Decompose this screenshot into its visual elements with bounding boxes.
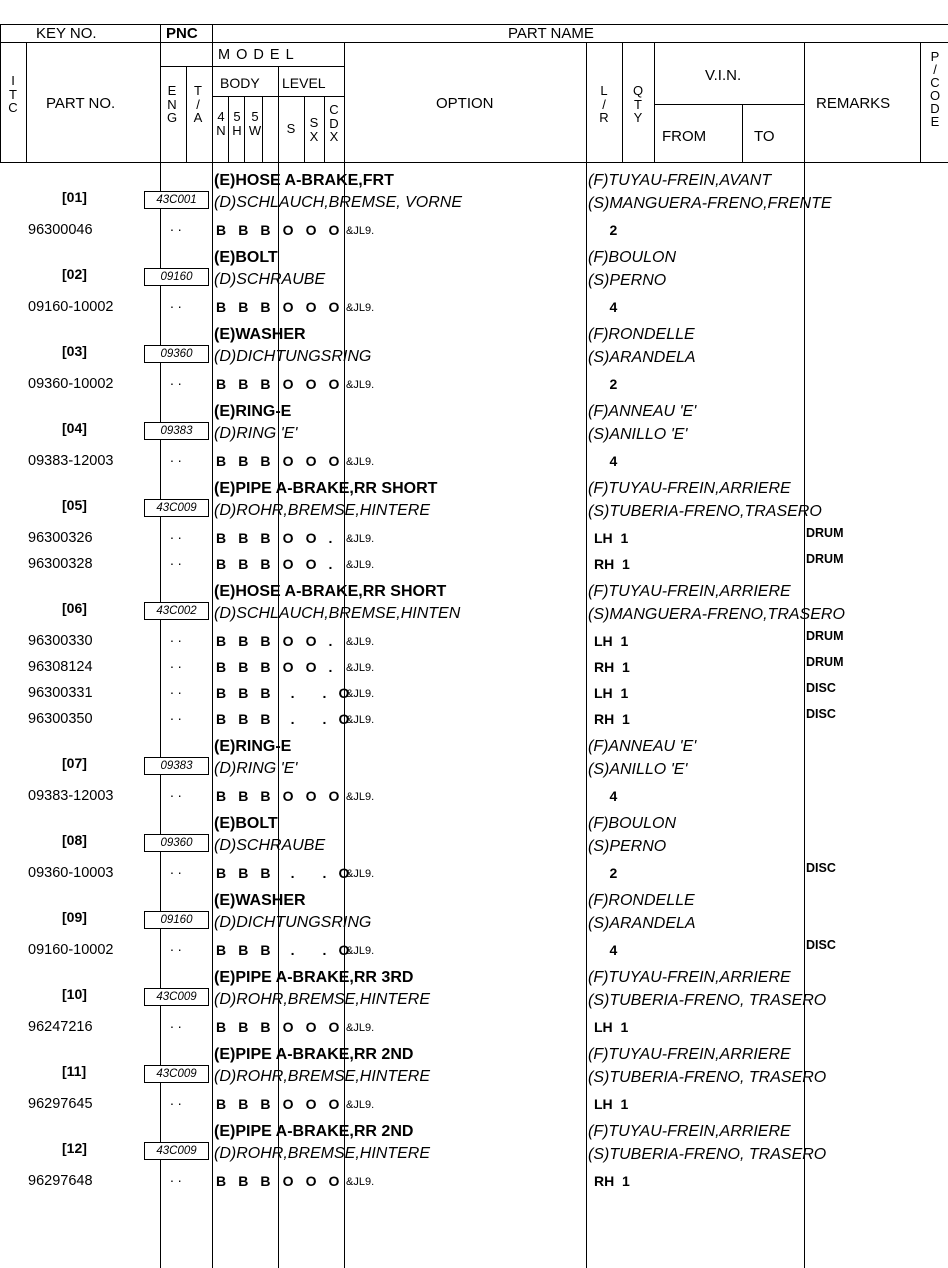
lr-qty: 2 [594,376,618,392]
key-number: [11] [62,1063,87,1079]
part-number[interactable]: 09160-10002 [28,942,114,958]
pnc-code: 09360 [144,834,209,852]
part-name-spanish: (S)TUBERIA-FRENO, TRASERO [588,1069,827,1086]
option-code: &JL9. [346,714,375,726]
part-name-spanish: (S)MANGUERA-FRENO,FRENTE [588,195,832,212]
part-name-french: (F)BOULON [588,815,676,832]
model-applicability: B B B O O . [216,659,337,675]
part-number[interactable]: 96247216 [28,1019,93,1035]
part-name-french: (F)ANNEAU 'E' [588,403,697,420]
header-level: LEVEL [282,75,326,91]
eng-ta-dots: . . [170,449,182,465]
header-pcode: P / C O D E [929,49,941,129]
part-name-german: (D)RING 'E' [214,760,298,777]
header-vin: V.I.N. [705,67,742,84]
lr-qty: LH 1 [594,685,629,701]
part-number[interactable]: 09383-12003 [28,788,114,804]
model-applicability: B B B O O O [216,1096,344,1112]
part-name-german: (D)ROHR,BREMSE,HINTERE [214,1145,431,1162]
part-name-spanish: (S)ANILLO 'E' [588,761,688,778]
option-code: &JL9. [346,1176,375,1188]
part-name-german: (D)DICHTUNGSRING [214,914,372,931]
part-name-french: (F)TUYAU-FREIN,ARRIERE [588,480,791,497]
eng-ta-dots: . . [170,681,182,697]
pnc-code: 43C009 [144,499,209,517]
key-number: [09] [62,909,87,925]
pnc-code: 09160 [144,268,209,286]
eng-ta-dots: . . [170,526,182,542]
part-number[interactable]: 96297648 [28,1173,93,1189]
eng-ta-dots: . . [170,218,182,234]
part-name-french: (F)TUYAU-FREIN,ARRIERE [588,969,791,986]
header-key-no: KEY NO. [36,25,97,42]
remarks: DISC [806,861,836,875]
header-eng: E N G [166,83,178,125]
part-name-german: (D)ROHR,BREMSE,HINTERE [214,991,431,1008]
key-number: [02] [62,266,87,282]
eng-ta-dots: . . [170,1169,182,1185]
header-itc: I T C [8,73,18,115]
key-number: [06] [62,600,87,616]
lr-qty: LH 1 [594,1096,629,1112]
eng-ta-dots: . . [170,1015,182,1031]
part-number[interactable]: 96308124 [28,659,93,675]
header-lr: L / R [599,83,609,125]
part-name-german: (D)SCHRAUBE [214,837,326,854]
part-name-french: (F)ANNEAU 'E' [588,738,697,755]
part-name-french: (F)RONDELLE [588,326,695,343]
part-name-french: (F)TUYAU-FREIN,ARRIERE [588,583,791,600]
eng-ta-dots: . . [170,629,182,645]
header-level-cdx: C D X [329,102,339,144]
part-name-german: (D)DICHTUNGSRING [214,348,372,365]
model-applicability: B B B . . O [216,865,354,881]
eng-ta-dots: . . [170,552,182,568]
part-name-english: (E)HOSE A-BRAKE,FRT [214,172,394,189]
model-applicability: B B B O O O [216,1173,344,1189]
lr-qty: LH 1 [594,1019,629,1035]
remarks: DISC [806,707,836,721]
part-name-french: (F)TUYAU-FREIN,ARRIERE [588,1123,791,1140]
part-name-spanish: (S)PERNO [588,272,667,289]
part-name-french: (F)RONDELLE [588,892,695,909]
option-code: &JL9. [346,688,375,700]
part-name-german: (D)ROHR,BREMSE,HINTERE [214,502,431,519]
option-code: &JL9. [346,559,375,571]
part-name-english: (E)RING-E [214,403,292,420]
option-code: &JL9. [346,533,375,545]
pnc-code: 43C002 [144,602,209,620]
header-option: OPTION [436,95,494,112]
part-number[interactable]: 96300331 [28,685,93,701]
part-name-english: (E)PIPE A-BRAKE,RR 2ND [214,1123,414,1140]
header-model: M O D E L [218,47,295,63]
header-part-name: PART NAME [508,25,594,42]
key-number: [03] [62,343,87,359]
model-applicability: B B B O O . [216,530,337,546]
pnc-code: 09383 [144,757,209,775]
model-applicability: B B B . . O [216,942,354,958]
key-number: [10] [62,986,87,1002]
lr-qty: 4 [594,942,618,958]
pnc-code: 43C009 [144,988,209,1006]
option-code: &JL9. [346,791,375,803]
remarks: DISC [806,938,836,952]
pnc-code: 09383 [144,422,209,440]
model-applicability: B B B O O O [216,453,344,469]
part-name-english: (E)PIPE A-BRAKE,RR 2ND [214,1046,414,1063]
lr-qty: LH 1 [594,633,629,649]
part-number[interactable]: 09360-10003 [28,865,114,881]
part-name-english: (E)PIPE A-BRAKE,RR 3RD [214,969,414,986]
part-name-english: (E)WASHER [214,326,306,343]
part-name-english: (E)HOSE A-BRAKE,RR SHORT [214,583,447,600]
part-name-spanish: (S)ARANDELA [588,915,696,932]
part-number[interactable]: 96300046 [28,222,93,238]
part-number[interactable]: 96300328 [28,556,93,572]
remarks: DRUM [806,552,844,566]
part-number[interactable]: 09360-10002 [28,376,114,392]
lr-qty: RH 1 [594,1173,630,1189]
remarks: DRUM [806,629,844,643]
pnc-code: 09360 [144,345,209,363]
model-applicability: B B B O O O [216,222,344,238]
header-vin-to: TO [754,128,775,145]
eng-ta-dots: . . [170,372,182,388]
part-name-english: (E)PIPE A-BRAKE,RR SHORT [214,480,438,497]
part-name-french: (F)TUYAU-FREIN,AVANT [588,172,772,189]
option-code: &JL9. [346,302,375,314]
key-number: [08] [62,832,87,848]
part-name-german: (D)ROHR,BREMSE,HINTERE [214,1068,431,1085]
eng-ta-dots: . . [170,938,182,954]
eng-ta-dots: . . [170,861,182,877]
key-number: [12] [62,1140,87,1156]
part-name-french: (F)BOULON [588,249,676,266]
lr-qty: RH 1 [594,659,630,675]
pnc-code: 43C009 [144,1065,209,1083]
part-name-english: (E)RING-E [214,738,292,755]
part-name-spanish: (S)PERNO [588,838,667,855]
part-name-english: (E)BOLT [214,815,278,832]
option-code: &JL9. [346,636,375,648]
eng-ta-dots: . . [170,1092,182,1108]
option-code: &JL9. [346,1022,375,1034]
model-applicability: B B B O O O [216,1019,344,1035]
key-number: [01] [62,189,87,205]
key-number: [05] [62,497,87,513]
part-number[interactable]: 96297645 [28,1096,93,1112]
eng-ta-dots: . . [170,707,182,723]
pnc-code: 43C001 [144,191,209,209]
eng-ta-dots: . . [170,655,182,671]
eng-ta-dots: . . [170,784,182,800]
lr-qty: 2 [594,865,618,881]
part-number[interactable]: 09160-10002 [28,299,114,315]
part-name-spanish: (S)TUBERIA-FRENO, TRASERO [588,1146,827,1163]
option-code: &JL9. [346,945,375,957]
part-name-german: (D)RING 'E' [214,425,298,442]
part-number[interactable]: 96300330 [28,633,93,649]
header-level-sx: S X [309,115,319,144]
lr-qty: LH 1 [594,530,629,546]
lr-qty: RH 1 [594,711,630,727]
option-code: &JL9. [346,868,375,880]
lr-qty: 4 [594,788,618,804]
header-level-s: S [286,121,296,136]
lr-qty: RH 1 [594,556,630,572]
option-code: &JL9. [346,1099,375,1111]
part-name-spanish: (S)ANILLO 'E' [588,426,688,443]
option-code: &JL9. [346,456,375,468]
part-name-spanish: (S)TUBERIA-FRENO,TRASERO [588,503,822,520]
model-applicability: B B B O O O [216,299,344,315]
header-body-4n: 4 N [216,109,226,138]
header-vin-from: FROM [662,128,707,145]
header-ta: T / A [193,83,203,125]
model-applicability: B B B . . O [216,711,354,727]
part-name-french: (F)TUYAU-FREIN,ARRIERE [588,1046,791,1063]
header-remarks: REMARKS [816,95,891,112]
header-body-5w: 5 W [248,109,262,138]
lr-qty: 2 [594,222,618,238]
pnc-code: 43C009 [144,1142,209,1160]
lr-qty: 4 [594,453,618,469]
pnc-code: 09160 [144,911,209,929]
key-number: [07] [62,755,87,771]
option-code: &JL9. [346,662,375,674]
part-number[interactable]: 96300326 [28,530,93,546]
part-name-spanish: (S)MANGUERA-FRENO,TRASERO [588,606,845,623]
part-number[interactable]: 96300350 [28,711,93,727]
header-pnc: PNC [166,25,198,42]
eng-ta-dots: . . [170,295,182,311]
header-body-5h: 5 H [232,109,242,138]
part-name-german: (D)SCHRAUBE [214,271,326,288]
lr-qty: 4 [594,299,618,315]
part-name-english: (E)WASHER [214,892,306,909]
option-code: &JL9. [346,225,375,237]
header-qty: Q T Y [632,83,644,125]
model-applicability: B B B . . O [216,685,354,701]
option-code: &JL9. [346,379,375,391]
remarks: DISC [806,681,836,695]
part-name-german: (D)SCHLAUCH,BREMSE,HINTEN [214,605,461,622]
model-applicability: B B B O O . [216,556,337,572]
model-applicability: B B B O O . [216,633,337,649]
part-number[interactable]: 09383-12003 [28,453,114,469]
part-name-spanish: (S)TUBERIA-FRENO, TRASERO [588,992,827,1009]
model-applicability: B B B O O O [216,788,344,804]
part-name-spanish: (S)ARANDELA [588,349,696,366]
part-name-english: (E)BOLT [214,249,278,266]
part-name-german: (D)SCHLAUCH,BREMSE, VORNE [214,194,463,211]
key-number: [04] [62,420,87,436]
remarks: DRUM [806,655,844,669]
header-part-no: PART NO. [46,95,116,112]
remarks: DRUM [806,526,844,540]
model-applicability: B B B O O O [216,376,344,392]
header-body: BODY [220,75,260,91]
